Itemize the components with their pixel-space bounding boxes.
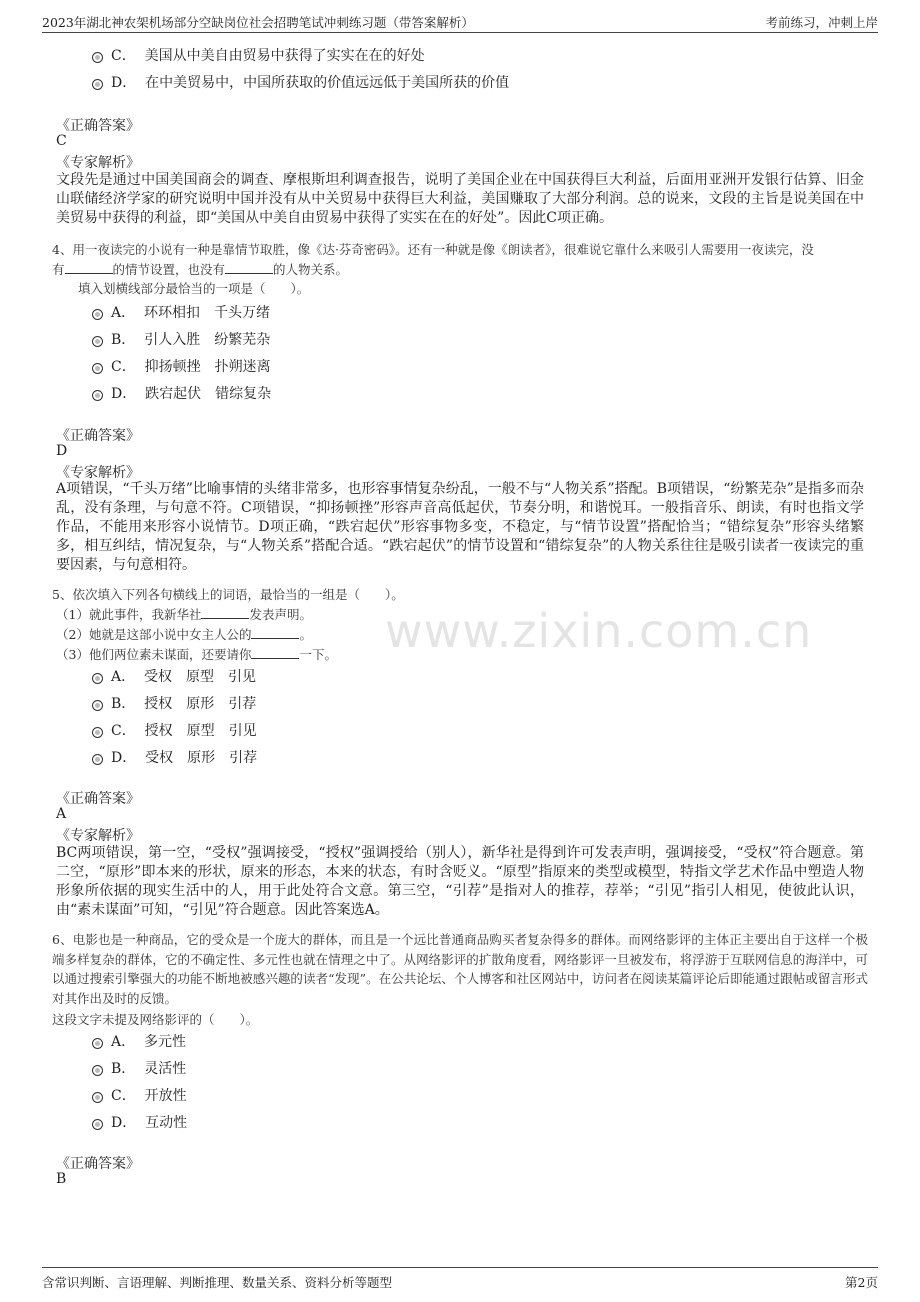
q6-answer-label: 《正确答案》: [56, 1156, 140, 1172]
blank-line: [251, 626, 299, 639]
q4-answer: D: [56, 443, 68, 459]
q4-stem-line1: 4、用一夜读完的小说有一种是靠情节取胜，像《达·芬奇密码》。还有一种就是像《朗读者》，很难说它靠什么来吸引人需要用一夜读完，没: [52, 242, 814, 257]
q6-stem: 6、电影也是一种商品，它的受众是一个庞大的群体，而且是一个远比普通商品购买者复杂得多的群体。而网络影评的主体正主要出自于这样一个极端多样复杂的群体，它的不确定性、多元性也就在情理之中了。从网络影评的扩散角度看，网络影评一旦被发布，将浮游于互联网信息的海洋中，可以通过搜索引擎强大的功能不断地被感兴趣的读者“发现”。在公共论坛、个人博客和社区网站中，访问者在阅读某篇评论后即能通过跟帖或留言形式对其作出及时的反馈。: [52, 932, 868, 1006]
q5-sentence-2: （2）她就是这部小说中女主人公的 。: [56, 627, 312, 642]
q5-option-a[interactable]: A． 受权 原型 引见: [92, 666, 256, 688]
radio-icon[interactable]: [92, 336, 103, 347]
radio-icon[interactable]: [92, 390, 103, 401]
page-header: [42, 10, 878, 33]
q4-analysis-label: 《专家解析》: [56, 465, 140, 481]
radio-icon[interactable]: [92, 1092, 103, 1103]
q3-option-c[interactable]: C． 美国从中美自由贸易中获得了实实在在的好处: [92, 45, 425, 67]
q6-question: 这段文字未提及网络影评的（ ）。: [52, 1012, 259, 1027]
footer-note: 含常识判断、言语理解、判断推理、数量关系、资料分析等题型: [42, 1275, 393, 1290]
q6-answer: B: [56, 1171, 67, 1187]
q5-answer: A: [56, 806, 67, 822]
radio-icon[interactable]: [92, 754, 103, 765]
q5-option-b[interactable]: B． 授权 原形 引荐: [92, 693, 256, 715]
q6-option-a[interactable]: A． 多元性: [92, 1031, 186, 1053]
blank-line: [225, 261, 273, 274]
page-number: 第2页: [845, 1275, 878, 1290]
radio-icon[interactable]: [92, 1038, 103, 1049]
q5-analysis-label: 《专家解析》: [56, 828, 140, 844]
q4-question: 填入划横线部分最恰当的一项是（ ）。: [78, 281, 310, 296]
blank-line: [251, 646, 299, 659]
q5-option-c[interactable]: C． 授权 原型 引见: [92, 720, 257, 742]
q5-sentence-1: （1）就此事件，我新华社 发表声明。: [56, 607, 312, 622]
q5-option-d[interactable]: D． 受权 原形 引荐: [92, 747, 257, 769]
q6-option-b[interactable]: B． 灵活性: [92, 1058, 186, 1080]
blank-line: [201, 606, 249, 619]
q3-analysis-label: 《专家解析》: [56, 155, 140, 171]
radio-icon[interactable]: [92, 1065, 103, 1076]
q4-option-b[interactable]: B． 引人入胜 纷繁芜杂: [92, 329, 270, 351]
q3-answer-label: 《正确答案》: [56, 118, 140, 134]
radio-icon[interactable]: [92, 363, 103, 374]
q6-option-d[interactable]: D． 互动性: [92, 1112, 187, 1134]
watermark: www.zixin.com.cn: [385, 604, 813, 658]
q4-option-c[interactable]: C． 抑扬顿挫 扑朔迷离: [92, 356, 271, 378]
blank-line: [65, 261, 113, 274]
page-footer: [42, 1267, 878, 1292]
radio-icon[interactable]: [92, 79, 103, 90]
q3-option-d[interactable]: D． 在中美贸易中，中国所获取的价值远远低于美国所获的价值: [92, 72, 509, 94]
q5-sentence-3: （3）他们两位素未谋面，还要请你 一下。: [56, 647, 337, 662]
radio-icon[interactable]: [92, 700, 103, 711]
header-slogan: 考前练习，冲刺上岸: [765, 15, 878, 30]
radio-icon[interactable]: [92, 1119, 103, 1130]
radio-icon[interactable]: [92, 309, 103, 320]
radio-icon[interactable]: [92, 52, 103, 63]
q5-answer-label: 《正确答案》: [56, 791, 140, 807]
document-title: 2023年湖北神农架机场部分空缺岗位社会招聘笔试冲刺练习题（带答案解析）: [42, 15, 474, 30]
q3-analysis: 文段先是通过中国美国商会的调查、摩根斯坦利调查报告，说明了美国企业在中国获得巨大利益，后面用亚洲开发银行估算、旧金山联储经济学家的研究说明中国并没有从中关贸易中获得巨大利益，美国赚取了大部分利润。总的说来，文段的主旨是说美国在中美贸易中获得的利益，即“美国从中美自由贸易中获得了实实在在的好处”。因此C项正确。: [56, 172, 864, 226]
q5-analysis: BC两项错误，第一空，“受权”强调接受，“授权”强调授给（别人），新华社是得到许可发表声明，强调接受，“受权”符合题意。第二空，“原形”即本来的形状，原来的形态，本来的状态，有时含贬义。“原型”指原来的类型或模型，特指文学艺术作品中塑造人物形象所依据的现实生活中的人，用于此处符合文意。第三空，“引荐”是指对人的推荐，荐举；“引见”指引人相见，使彼此认识，由“素未谋面”可知，“引见”符合题意。因此答案选A。: [56, 845, 864, 918]
q4-option-a[interactable]: A． 环环相扣 千头万绪: [92, 302, 270, 324]
q5-stem: 5、依次填入下列各句横线上的词语，最恰当的一组是（ ）。: [52, 587, 404, 602]
q6-option-c[interactable]: C． 开放性: [92, 1085, 187, 1107]
q4-stem-line2: 有 的情节设置，也没有 的人物关系。: [52, 262, 349, 277]
radio-icon[interactable]: [92, 673, 103, 684]
q4-answer-label: 《正确答案》: [56, 428, 140, 444]
radio-icon[interactable]: [92, 727, 103, 738]
q4-option-d[interactable]: D． 跌宕起伏 错综复杂: [92, 383, 271, 405]
q4-analysis: A项错误，“千头万绪”比喻事情的头绪非常多，也形容事情复杂纷乱，一般不与“人物关系”搭配。B项错误，“纷繁芜杂”是指多而杂乱，没有条理，与句意不符。C项错误，“抑扬顿挫”形容声音高低起伏，节奏分明，和谐悦耳。一般指音乐、朗读，有时也指文学作品，不能用来形容小说情节。D项正确，“跌宕起伏”形容事物多变，不稳定，与“情节设置”搭配恰当；“错综复杂”形容头绪繁多，相互纠结，情况复杂，与“人物关系”搭配合适。“跌宕起伏”的情节设置和“错综复杂”的人物关系往往是吸引读者一夜读完的重要因素，与句意相符。: [56, 481, 864, 573]
q3-answer: C: [56, 133, 67, 149]
